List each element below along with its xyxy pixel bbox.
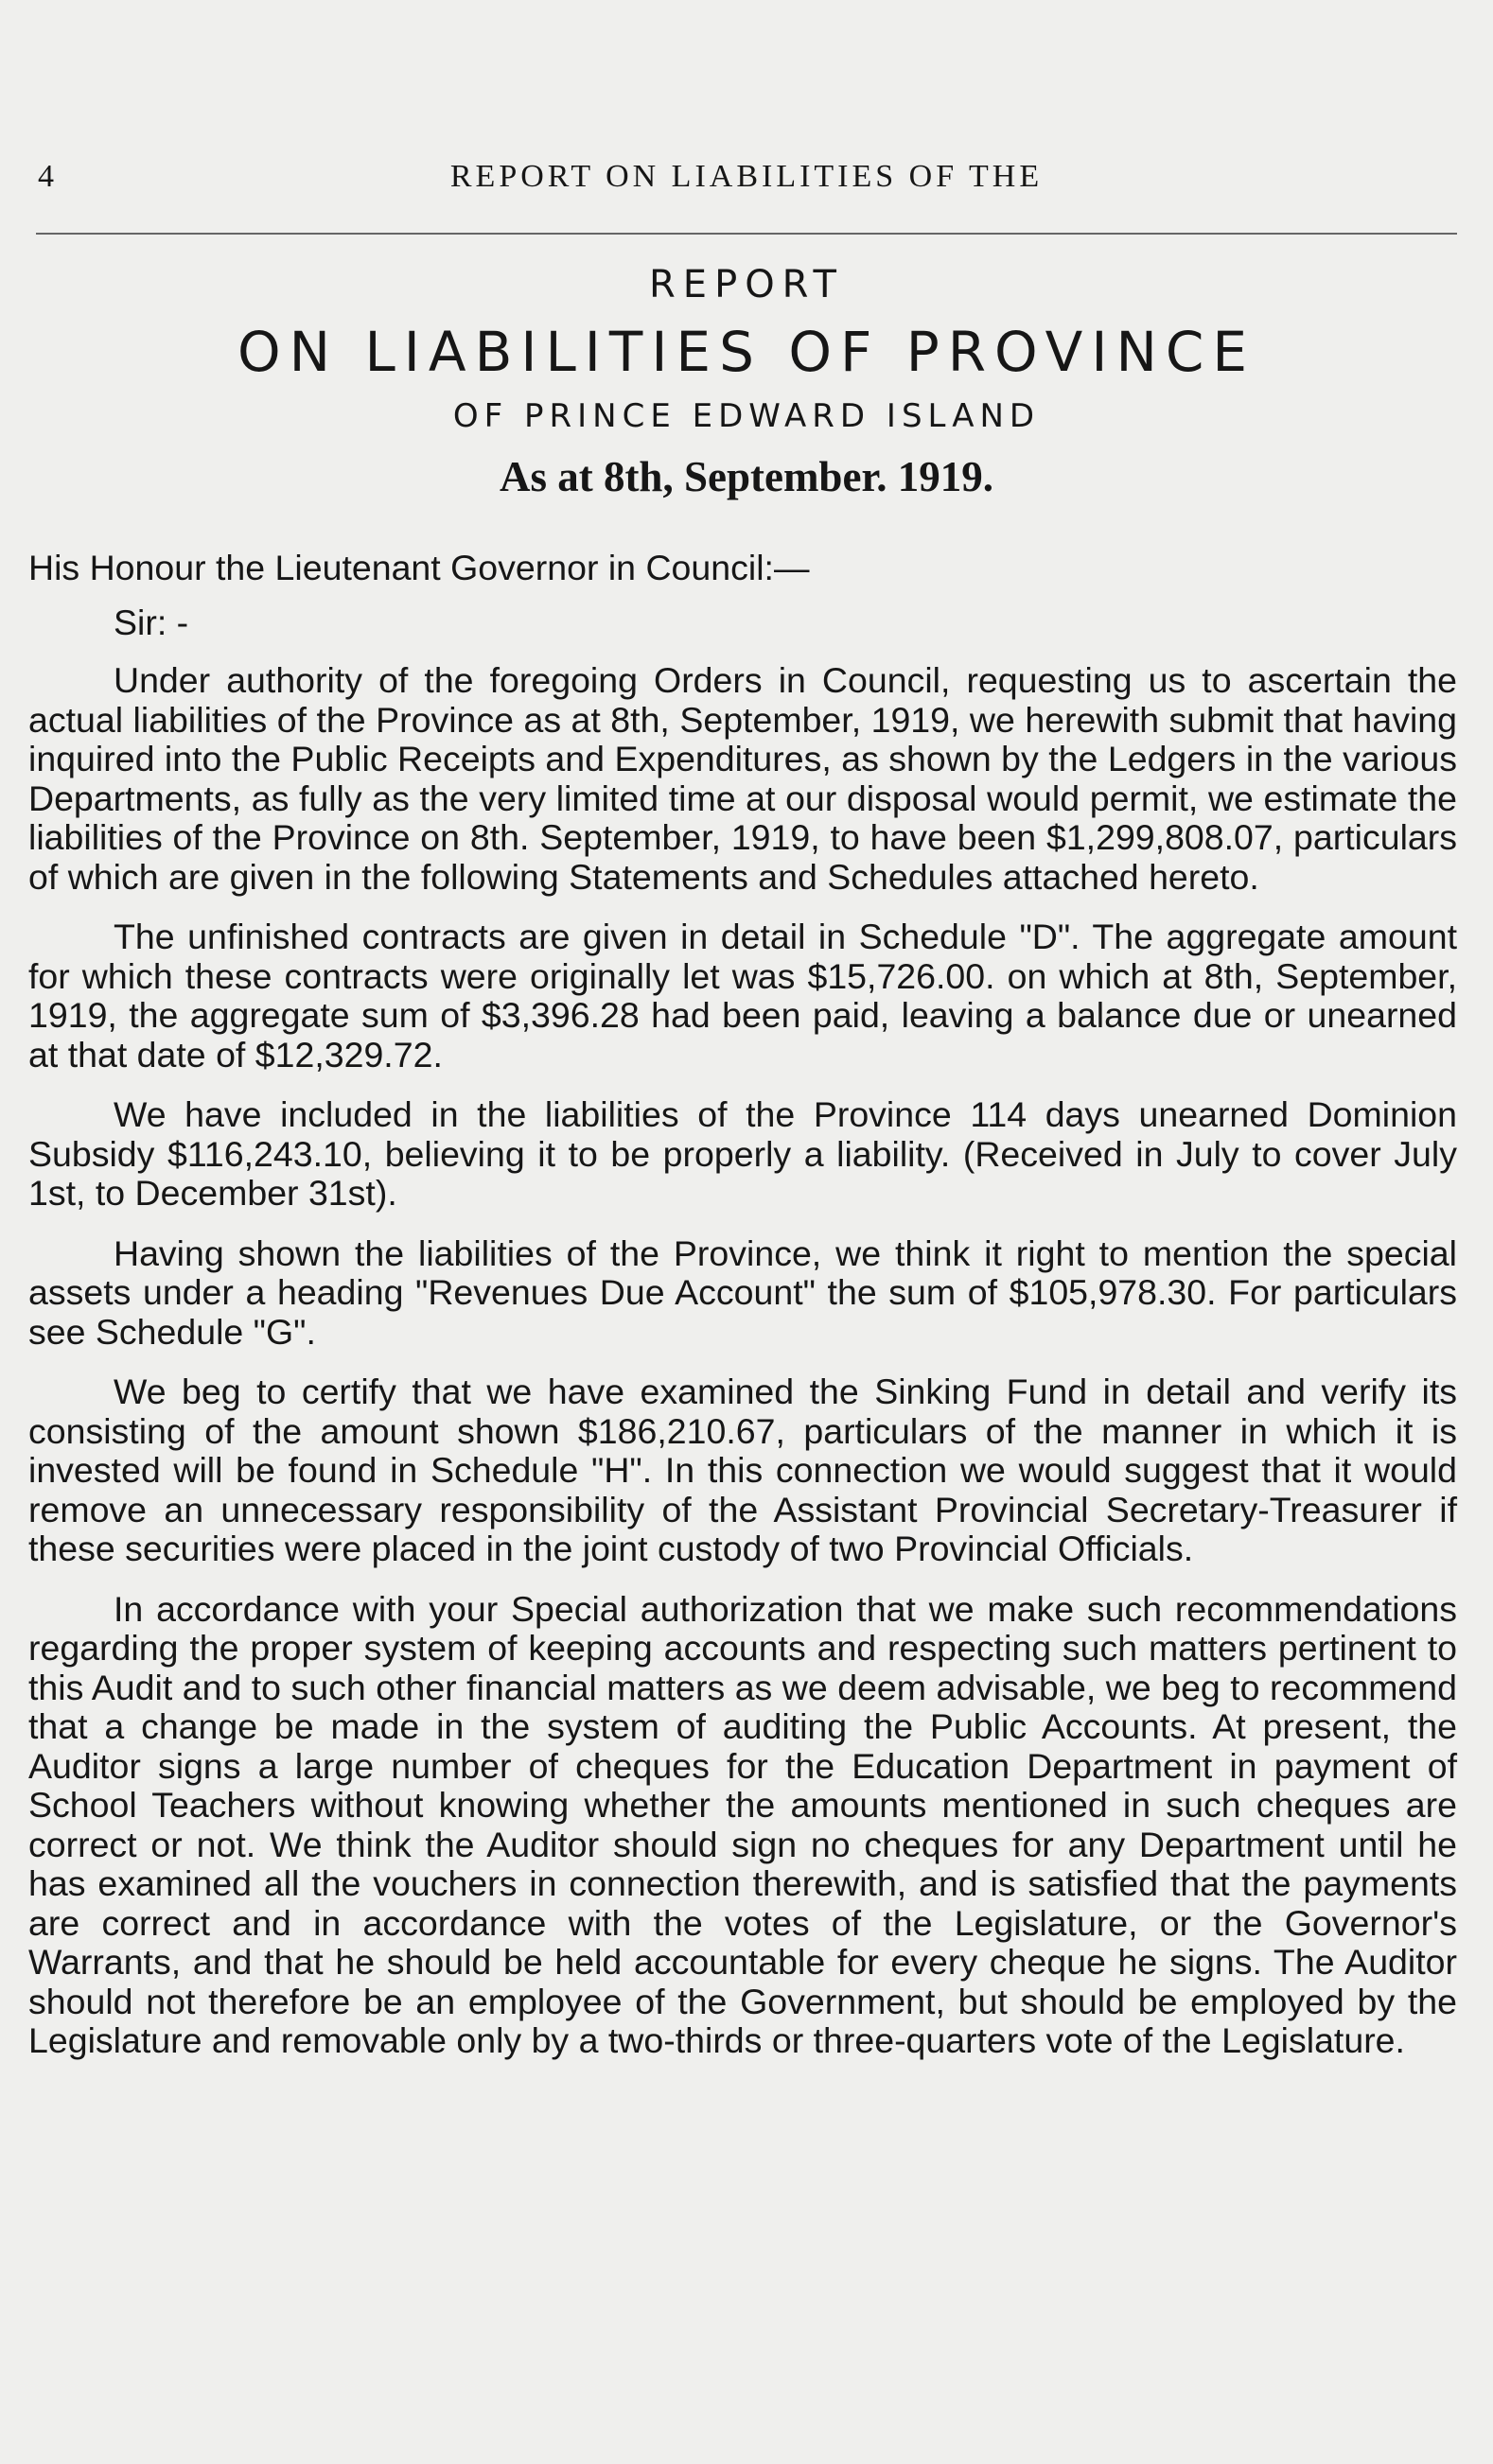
paragraph-liabilities-estimate: Under authority of the foregoing Orders in Council, requesting us to ascertain the actual liabilities of the Province as at 8th, September, 1919, we herewith submit that having inquired into the Public Receipts and Expenditures, as shown by the Ledgers in the various Departments, as fully as the very limited time at our disposal would permit, we estimate the liabilities of the Province on 8th. September, 1919, to have been $1,299,808.07, particulars of which are given in the following Statements and Schedules attached hereto.	[28, 660, 1457, 897]
running-title: REPORT ON LIABILITIES OF THE	[449, 159, 1044, 194]
paragraph-dominion-subsidy: We have included in the liabilities of the Province 114 days unearned Dominion Subsidy $116,243.10, believing it to be properly a liability. (Received in July to cover July 1st, to December 31st).	[28, 1094, 1457, 1213]
title-block	[0, 255, 1493, 501]
subtitle: OF PRINCE EDWARD ISLAND	[452, 397, 1041, 435]
paragraph-special-assets: Having shown the liabilities of the Province, we think it right to mention the special assets under a heading "Revenues Due Account" the sum of $105,978.30. For particulars see Schedule "G".	[28, 1232, 1457, 1352]
paragraph-recommendations: In accordance with your Special authorization that we make such recommendations regarding the proper system of keeping accounts and respecting such matters pertinent to this Audit and to such other financial matters as we deem advisable, we beg to recommend that a change be made in the system of auditing the Public Accounts. At present, the Auditor signs a large number of cheques for the Education Department in payment of School Teachers without knowing whether the amounts mentioned in such cheques are correct or not. We think the Auditor should sign no cheques for any Department until he has examined all the vouchers in connection therewith, and is satisfied that the payments are correct and in accordance with the votes of the Legislature, or the Governor's Warrants, and that he should be held accountable for every cheque he signs. The Auditor should not therefore be an employee of the Government, but should be employed by the Legislature and removable only by a two-thirds or three-quarters vote of the Legislature.	[28, 1588, 1457, 2060]
paragraph-unfinished-contracts: The unfinished contracts are given in detail in Schedule "D". The aggregate amount for which these contracts were originally let was $15,726.00. on which at 8th, September, 1919, the aggregate sum of $3,396.28 had been paid, leaving a balance due or unearned at that date of $12,329.72.	[28, 917, 1457, 1075]
sir-greeting: Sir: -	[114, 602, 189, 642]
page-number: 4	[38, 159, 54, 194]
header-rule	[36, 233, 1457, 235]
body-text	[28, 549, 1457, 2082]
running-head	[0, 159, 1493, 206]
salutation: His Honour the Lieutenant Governor in Council:—	[28, 548, 810, 587]
paragraph-sinking-fund: We beg to certify that we have examined the Sinking Fund in detail and verify its consisting of the amount shown $186,210.67, particulars of the manner in which it is invested will be found in Schedule "H". In this connection we would suggest that it would remove an unnecessary responsibility of the Assistant Provincial Secretary-Treasurer if these securities were placed in the joint custody of two Provincial Officials.	[28, 1372, 1457, 1568]
date-line: As at 8th, September. 1919.	[499, 453, 994, 500]
report-heading: REPORT	[649, 263, 844, 306]
main-title: ON LIABILITIES OF PROVINCE	[237, 320, 1256, 384]
